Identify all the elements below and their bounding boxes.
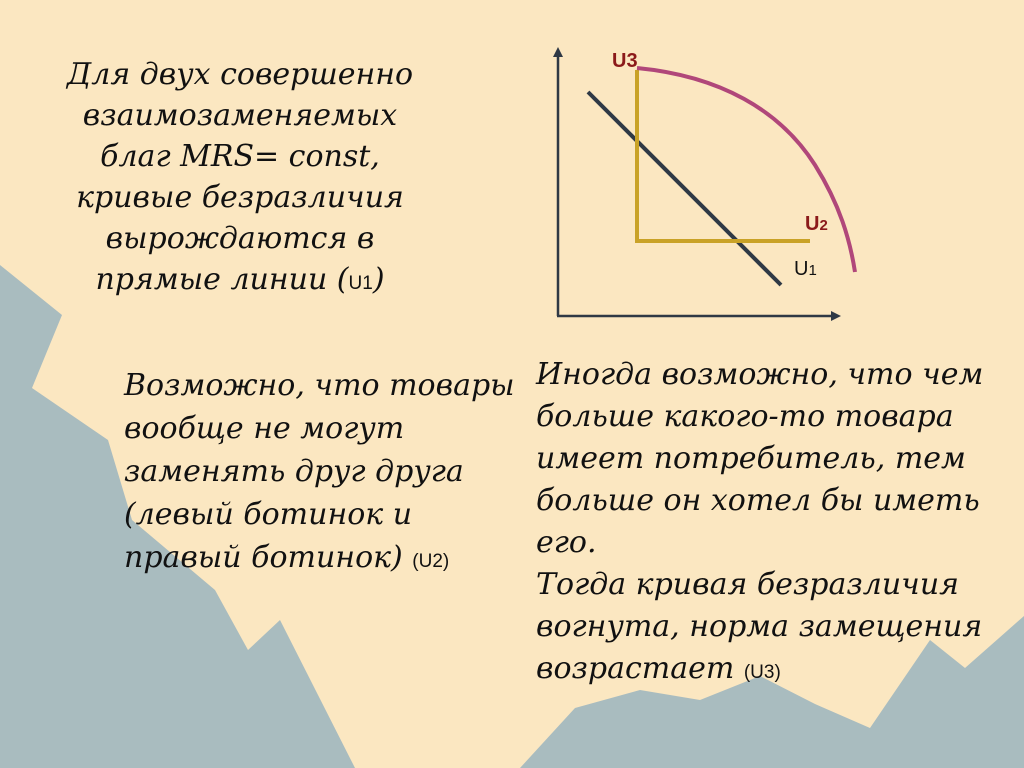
text-line: вообще не могут: [124, 411, 405, 446]
text-line: вырождаются в: [105, 221, 375, 256]
text-line-part: прямые линии (: [95, 262, 349, 297]
u1-label: U1: [794, 258, 817, 280]
curve-tag-u1: U1: [348, 273, 373, 294]
text-line: [536, 648, 1006, 694]
text-line-part: ): [372, 262, 385, 297]
text-line: его.: [536, 525, 597, 560]
u1-straight-line: [588, 92, 781, 285]
u3-label: U3: [612, 50, 638, 72]
text-line: заменять друг друга: [124, 454, 464, 489]
text-line: Возможно, что товары: [124, 368, 515, 403]
text-line-part: возрастает: [536, 651, 744, 686]
text-line: [124, 536, 524, 583]
curve-tag-u3: (U3): [743, 662, 781, 683]
text-line: Тогда кривая безразличия: [536, 567, 960, 602]
text-line: (левый ботинок и: [124, 497, 413, 532]
u2-l-shaped-curve: [637, 70, 810, 241]
paragraph-complements: [124, 364, 524, 583]
paragraph-perfect-substitutes: [40, 54, 440, 304]
text-line: [40, 259, 440, 304]
paragraph-concave-curve: [536, 354, 1006, 694]
text-line: взаимозаменяемых: [82, 98, 398, 133]
text-line: больше какого-то товара: [536, 399, 954, 434]
curve-tag-u2: (U2): [412, 551, 450, 572]
indifference-curves-diagram: [540, 40, 870, 330]
text-line-part: правый ботинок): [124, 540, 413, 575]
text-line: вогнута, норма замещения: [536, 609, 983, 644]
text-line: имеет потребитель, тем: [536, 441, 966, 476]
text-line: Иногда возможно, что чем: [536, 357, 984, 392]
text-line: Для двух совершенно: [66, 57, 414, 92]
text-line: благ MRS= const,: [100, 139, 380, 174]
text-line: кривые безразличия: [76, 180, 404, 215]
u2-label: U2: [805, 213, 828, 235]
text-line: больше он хотел бы иметь: [536, 483, 980, 518]
